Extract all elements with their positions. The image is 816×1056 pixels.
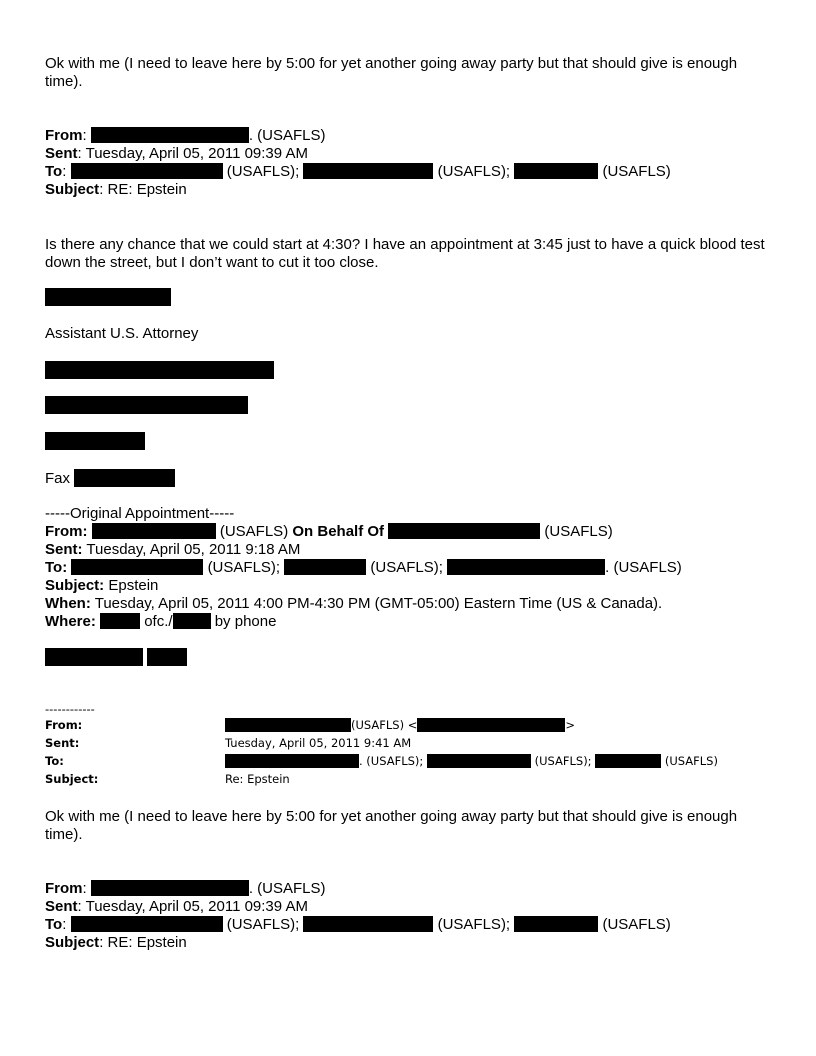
redacted-block [514, 916, 598, 932]
fax-label: Fax [45, 470, 71, 487]
to-part: (USAFLS); [226, 163, 300, 180]
from-label: From: [45, 523, 88, 540]
from-label: From: [45, 718, 83, 732]
appointment-subject-line [45, 577, 158, 595]
appointment-from-line [45, 523, 613, 541]
sent-value: Tuesday, April 05, 2011 9:41 AM [225, 736, 412, 750]
from-part: (USAFLS) [219, 523, 289, 540]
appointment-to-line [45, 559, 682, 577]
sent-label: Sent: [45, 541, 83, 558]
redacted-block [514, 163, 598, 179]
subject-label: Subject: [45, 772, 99, 786]
redacted-block [284, 559, 366, 575]
redacted-signature-line [45, 396, 248, 414]
redacted-block [303, 163, 433, 179]
to-label: To: [45, 754, 64, 768]
subject-value: RE: Epstein [107, 181, 187, 198]
appointment-where-line [45, 613, 276, 631]
to-label: To [45, 916, 63, 933]
redacted-fax-number [74, 469, 175, 487]
redacted-block [91, 880, 249, 896]
redacted-block [91, 127, 249, 143]
redacted-signature-name [45, 288, 171, 306]
redacted-block [303, 916, 433, 932]
forward-separator: ------------ [45, 702, 95, 716]
bottom-reply-sent-line: Sent: Tuesday, April 05, 2011 09:39 AM [45, 898, 308, 915]
to-part: (USAFLS) [602, 916, 671, 933]
from-label: From [45, 880, 83, 897]
top-reply-to-line: To: (USAFLS); (USAFLS); (USAFLS) [45, 163, 671, 180]
top-reply-subject-line: Subject: RE: Epstein [45, 181, 187, 198]
redacted-block [225, 718, 351, 732]
redacted-block [92, 523, 216, 539]
to-label: To [45, 163, 63, 180]
redacted-block [71, 916, 223, 932]
bottom-reply-from-line: From: . (USAFLS) [45, 880, 326, 897]
redacted-block [100, 613, 140, 629]
request-body: Is there any chance that we could start at 4:30? I have an appointment at 3:45 just to have a quick blood test down the street, but I don’t want to cut it too close. [45, 236, 765, 271]
top-reply-from-line: From: . (USAFLS) [45, 127, 326, 144]
forwarded-header-grid [45, 716, 765, 788]
sent-value: Tuesday, April 05, 2011 09:39 AM [85, 145, 308, 162]
from-suffix: . (USAFLS) [248, 127, 326, 144]
when-label: When: [45, 595, 91, 612]
to-part: (USAFLS); [207, 559, 281, 576]
when-value: Tuesday, April 05, 2011 4:00 PM-4:30 PM (GMT-05:00) Eastern Time (US & Canada). [94, 595, 663, 612]
to-part: (USAFLS); [437, 916, 511, 933]
appointment-when-line [45, 595, 662, 613]
from-mid: (USAFLS) < [351, 718, 418, 732]
from-suffix: . (USAFLS) [248, 880, 326, 897]
appointment-sent-line [45, 541, 300, 559]
from-part: (USAFLS) [544, 523, 613, 540]
from-end: > [565, 718, 576, 732]
subject-value: Re: Epstein [225, 772, 290, 786]
subject-label: Subject [45, 181, 100, 198]
sent-value: Tuesday, April 05, 2011 9:18 AM [86, 541, 301, 558]
redacted-signature-line [45, 432, 145, 450]
bottom-reply-subject-line: Subject: RE: Epstein [45, 934, 187, 951]
sent-value: Tuesday, April 05, 2011 09:39 AM [85, 898, 308, 915]
to-part: . (USAFLS); [359, 754, 424, 768]
fax-line [45, 469, 175, 488]
to-part: (USAFLS) [602, 163, 671, 180]
sent-label: Sent [45, 898, 78, 915]
redacted-block [388, 523, 540, 539]
redacted-block [173, 613, 211, 629]
redacted-block [427, 754, 531, 768]
subject-label: Subject [45, 934, 100, 951]
where-mid: ofc./ [144, 613, 173, 630]
subject-label: Subject: [45, 577, 105, 594]
signature-title: Assistant U.S. Attorney [45, 325, 199, 342]
where-label: Where: [45, 613, 96, 630]
on-behalf-of: On Behalf Of [292, 523, 385, 540]
to-part: (USAFLS) [664, 754, 718, 768]
to-part: (USAFLS); [226, 916, 300, 933]
redacted-email [417, 718, 565, 732]
to-part: . (USAFLS) [605, 559, 682, 576]
bottom-reply-body: Ok with me (I need to leave here by 5:00 for yet another going away party but that should give is enough time). [45, 808, 738, 843]
redacted-block [595, 754, 661, 768]
to-value [225, 752, 718, 770]
where-end: by phone [214, 613, 277, 630]
bottom-reply-to-line: To: (USAFLS); (USAFLS); (USAFLS) [45, 916, 671, 933]
top-reply-sent-line: Sent: Tuesday, April 05, 2011 09:39 AM [45, 145, 308, 162]
redacted-block [71, 559, 203, 575]
redacted-block [45, 648, 143, 666]
redacted-block [147, 648, 187, 666]
subject-value: Epstein [108, 577, 159, 594]
redacted-block [71, 163, 223, 179]
to-label: To: [45, 559, 68, 576]
original-appointment-divider: -----Original Appointment----- [45, 505, 235, 522]
top-reply-body: Ok with me (I need to leave here by 5:00 for yet another going away party but that should give is enough time). [45, 55, 738, 90]
subject-value: RE: Epstein [107, 934, 187, 951]
sent-label: Sent [45, 145, 78, 162]
sent-label: Sent: [45, 736, 80, 750]
to-part: (USAFLS); [370, 559, 443, 576]
redacted-block [447, 559, 605, 575]
from-label: From [45, 127, 83, 144]
to-part: (USAFLS); [534, 754, 592, 768]
to-part: (USAFLS); [437, 163, 511, 180]
from-value [225, 716, 575, 734]
redacted-block [225, 754, 359, 768]
redacted-signature-line [45, 361, 274, 379]
